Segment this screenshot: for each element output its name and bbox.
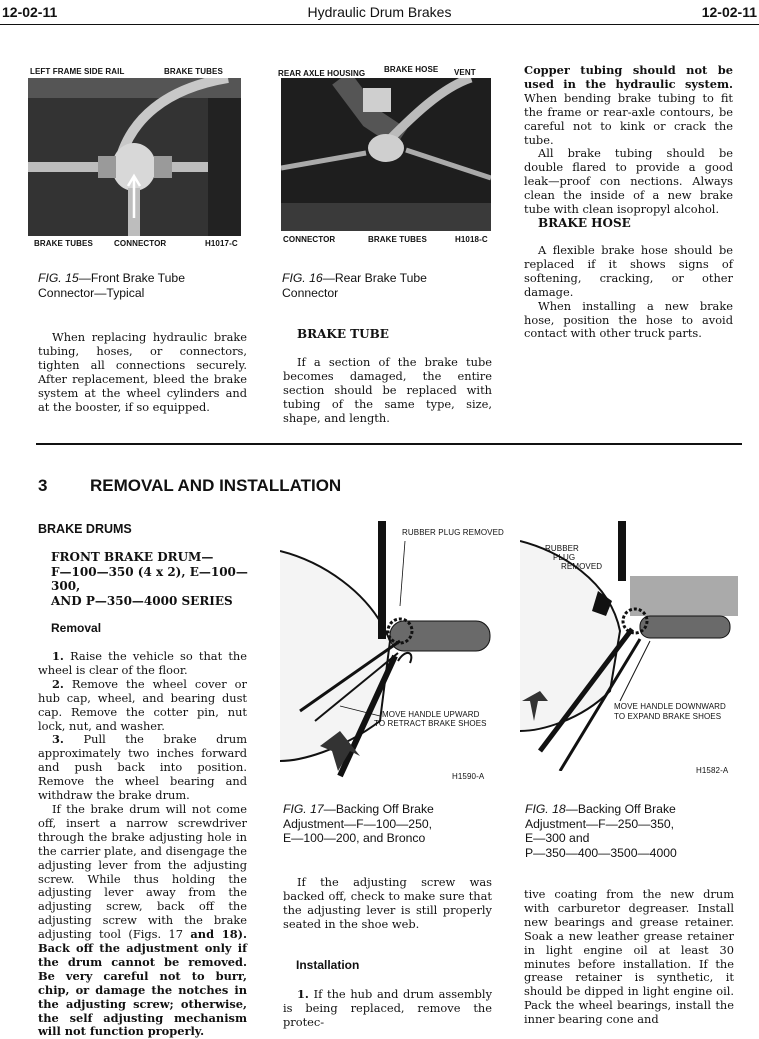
copper-warning: Copper tubing should not be used in the hydraulic system. — [524, 63, 733, 91]
brake-tube-text — [283, 356, 492, 426]
fig16-caption: FIG. 16—Rear Brake Tube Connector — [282, 271, 427, 300]
fig15-caption: FIG. 15—Front Brake Tube Connector—Typical — [38, 271, 185, 300]
fig15-label-frame-rail: LEFT FRAME SIDE RAIL — [30, 67, 125, 76]
bending-text: When bending brake tubing to fit the frame or rear-axle contours, be careful not to kink or crack the tube. — [524, 90, 733, 147]
double-flare-paragraph: All brake tubing should be double flared to provide a good leak—proof con nections. Always clean the inside of a new brake tube with clean isopropyl alcohol. — [524, 146, 733, 217]
fig18-label-move2: TO EXPAND BRAKE SHOES — [614, 712, 722, 721]
col1-top-text — [38, 331, 247, 414]
sub-line1: FRONT BRAKE DRUM— — [51, 550, 214, 564]
fig16-code: H1018-C — [455, 235, 488, 244]
page-title: Hydraulic Drum Brakes — [307, 4, 452, 20]
fig18-label-plug1: RUBBER — [545, 544, 579, 553]
adjustment-warning: and 18). Back off the adjustment only if the drum cannot be removed. Be very careful not to burr, chip, or damage the notches in the adjusting screw; otherwise, the self adjusting mechanism will not function properly. — [38, 927, 247, 1039]
fig18-caption-line3: E—300 and — [525, 831, 590, 845]
front-drum-subheading — [51, 550, 256, 608]
fig17-label-move1: MOVE HANDLE UPWARD — [382, 710, 480, 719]
page-number-left: 12-02-11 — [2, 4, 58, 20]
fig15-connector-illustration — [28, 78, 241, 236]
fig15-label-brake-tubes: BRAKE TUBES — [164, 67, 223, 76]
fig18-caption-number: FIG. 18 — [525, 802, 566, 816]
install-step-1: If the hub and drum assembly is being replaced, remove the protec- — [283, 987, 493, 1029]
brake-tube-heading: BRAKE TUBE — [297, 327, 389, 341]
brake-hose-text — [524, 244, 733, 341]
removal-heading: Removal — [51, 621, 102, 635]
fig17-caption-line1: Backing Off Brake — [335, 802, 434, 816]
fig16-photo — [281, 78, 491, 231]
col3-top-text — [524, 64, 733, 217]
fig18-label-plug3: REMOVED — [561, 562, 603, 571]
fig17-code: H1590-A — [452, 772, 485, 781]
fig16-label-vent: VENT — [454, 68, 476, 77]
fig16-connector-illustration — [281, 78, 491, 231]
col3-bottom-text — [524, 888, 734, 1027]
fig18-caption-line4: P—350—400—3500—4000 — [525, 845, 677, 860]
removal-steps: 1. Raise the vehicle so that the wheel is clear of the floor. 2. Remove the wheel cover or hub cap, wheel, and bearing dust cap. Remove the cotter pin, nut lock, nut, and washer. 3. Pull the brake drum approximately two inches forward and push back into position. Remove the wheel bearing and withdraw the brake drum. If the brake drum will not come off, insert a narrow screwdriver through the brake adjusting hole in the carrier plate, and disengage the adjusting lever from the adjusting screw. While thus holding the adjusting lever away from the adjusting screw, back off the adjusting screw with the brake adjusting tool (Figs. 17 and 18). Back off the adjustment only if the drum cannot be removed. Be very careful not to burr, chip, or damage the notches in the adjusting screw; otherwise, the self adjusting mechanism will not function properly. — [38, 649, 247, 1039]
drum-stuck-paragraph: If the brake drum will not come off, insert a narrow screwdriver through the brake adjusting hole in the carrier plate, and disengage the adjusting lever from the adjusting screw. While thus holding the adjusting lever away from the adjusting screw, back off the adjusting screw with the brake adjusting tool (Figs. 17 — [38, 801, 247, 942]
page-number-right: 12-02-11 — [701, 4, 757, 20]
fig15-caption-number: FIG. 15 — [38, 271, 79, 285]
fig15-caption-line2: Connector—Typical — [38, 285, 145, 300]
fig16-caption-line2: Connector — [282, 285, 339, 300]
hose-install-paragraph: When installing a new brake hose, position the hose to avoid contact with other truck parts. — [524, 298, 733, 341]
col2-bottom-text — [283, 876, 492, 932]
fig17-drawing — [280, 521, 504, 789]
fig16-label-axle: REAR AXLE HOUSING — [278, 69, 366, 78]
connection-paragraph: When replacing hydraulic brake tubing, hoses, or connectors, tighten all connections securely. After replacement, bleed the brake system at the wheel cylinders and at the booster, if so equipped. — [38, 330, 247, 414]
section-number: 3 — [38, 476, 48, 495]
fig15-code: H1017-C — [205, 239, 238, 248]
fig15-caption-line1: Front Brake Tube — [90, 271, 185, 285]
fig16-caption-line1: Rear Brake Tube — [334, 271, 427, 285]
installation-steps: 1. If the hub and drum assembly is being replaced, remove the protec- — [283, 987, 493, 1029]
fig15-label-connector: CONNECTOR — [114, 239, 167, 248]
fig18-caption: FIG. 18—Backing Off Brake Adjustment—F—250—350, E—300 and P—350—400—3500—4000 — [525, 802, 677, 860]
fig17-illustration — [280, 521, 504, 789]
bearing-paragraph: tive coating from the new drum with carburetor degreaser. Install new bearings and grease retainer. Soak a new leather grease retainer in light engine oil at least 30 minutes before installation. If the grease retainer is synthetic, it should be dipped in light engine oil. Pack the wheel bearings, install the inner bearing cone and — [524, 887, 734, 1027]
fig17-caption: FIG. 17—Backing Off Brake Adjustment—F—100—250, E—100—200, and Bronco — [283, 802, 434, 845]
fig18-caption-line1: Backing Off Brake — [577, 802, 676, 816]
fig17-label-move2: TO RETRACT BRAKE SHOES — [374, 719, 487, 728]
fig16-label-connector: CONNECTOR — [283, 235, 336, 244]
removal-step-1: Raise the vehicle so that the wheel is clear of the floor. — [38, 649, 247, 677]
sub-line2: F—100—350 (4 x 2), E—100—300, — [51, 564, 248, 593]
brake-drums-heading: BRAKE DRUMS — [38, 522, 132, 536]
fig17-caption-line3: E—100—200, and Bronco — [283, 831, 426, 845]
removal-step-2: Remove the wheel cover or hub cap, wheel, and bearing dust cap. Remove the cotter pin, nut lock, nut, and washer. — [38, 676, 247, 733]
fig18-label-move1: MOVE HANDLE DOWNWARD — [614, 702, 726, 711]
fig16-label-brake-hose: BRAKE HOSE — [384, 65, 439, 74]
fig15-photo — [28, 78, 241, 236]
fig17-label-plug: RUBBER PLUG REMOVED — [402, 528, 504, 537]
brake-hose-heading: BRAKE HOSE — [538, 216, 631, 230]
installation-heading: Installation — [296, 958, 360, 972]
fig18-label-plug2: PLUG — [553, 553, 576, 562]
hose-replace-paragraph: A flexible brake hose should be replaced if it shows signs of softening, cracking, or other damage. — [524, 243, 733, 299]
fig18-code: H1582-A — [696, 766, 729, 775]
section-rule — [36, 443, 742, 445]
fig17-caption-number: FIG. 17 — [283, 802, 324, 816]
fig15-label-bottom-tubes: BRAKE TUBES — [34, 239, 93, 248]
removal-step-3: Pull the brake drum approximately two inches forward and push back into position. Remove the wheel bearing and withdraw the brake drum. — [38, 732, 247, 803]
recheck-paragraph: If the adjusting screw was backed off, check to make sure that the adjusting lever is still properly seated in the shoe web. — [283, 875, 492, 931]
header-rule — [0, 24, 759, 25]
sub-line3: AND P—350—4000 SERIES — [51, 593, 233, 608]
fig17-caption-line2: Adjustment—F—100—250, — [283, 816, 433, 831]
fig18-caption-line2: Adjustment—F—250—350, — [525, 816, 675, 831]
fig16-label-brake-tubes: BRAKE TUBES — [368, 235, 427, 244]
section-title: REMOVAL AND INSTALLATION — [90, 476, 342, 495]
fig16-caption-number: FIG. 16 — [282, 271, 323, 285]
brake-tube-paragraph: If a section of the brake tube becomes damaged, the entire section should be replaced with tubing of the same type, size, shape, and length. — [283, 355, 492, 425]
